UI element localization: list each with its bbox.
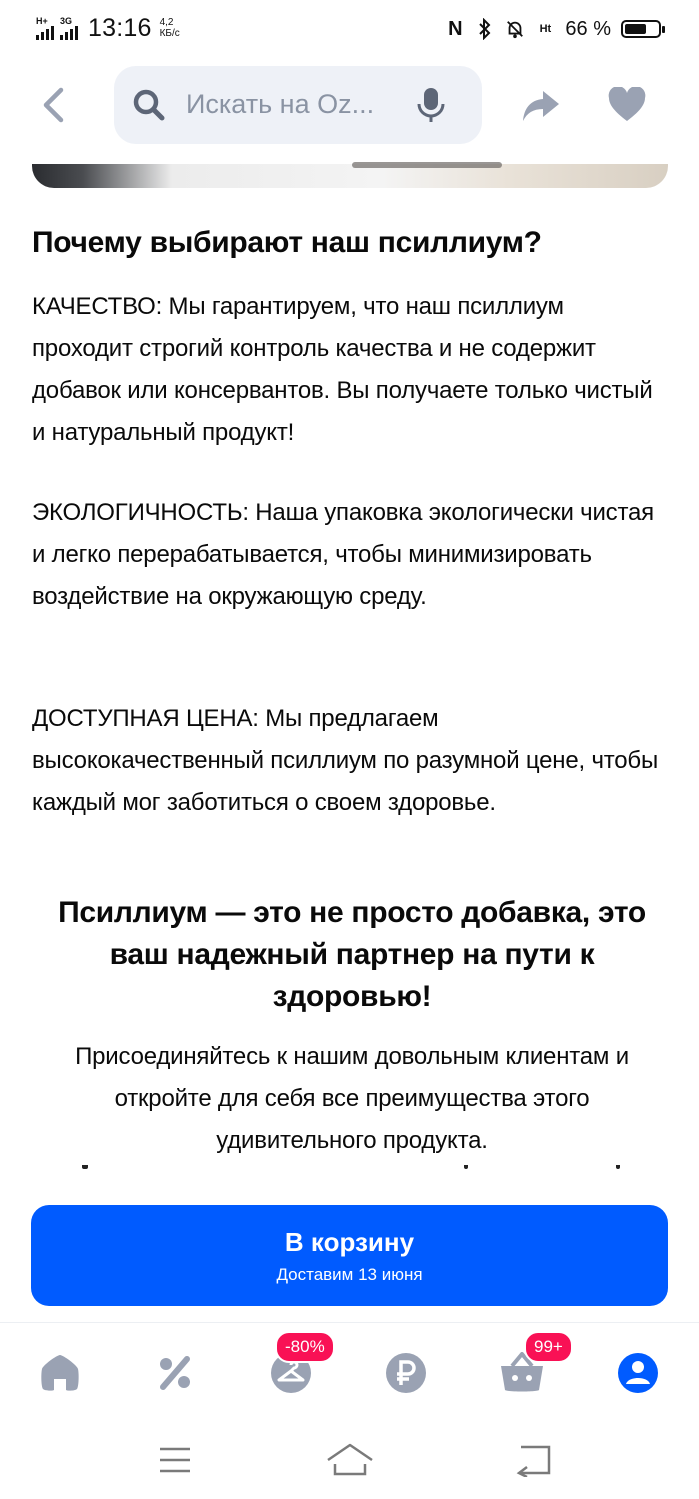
ruble-icon (384, 1351, 428, 1395)
bottom-tab-bar (0, 1322, 699, 1415)
profile-icon (616, 1351, 660, 1395)
network-speed-value: 4,2 (159, 17, 174, 28)
top-nav (0, 60, 699, 152)
status-bar (0, 0, 699, 56)
bluetooth-icon (475, 18, 495, 40)
home-outline-icon (325, 1442, 375, 1478)
percent-icon (155, 1353, 195, 1393)
nfc-icon: N (448, 17, 463, 40)
product-image[interactable] (32, 150, 668, 188)
search-icon (132, 88, 166, 122)
menu-icon (157, 1445, 193, 1475)
network-speed (160, 17, 180, 39)
paragraph-quality: КАЧЕСТВО: Мы гарантируем, что наш псиллиум проходит строгий контроль качества и не содержит добавок или консервантов. Вы получаете только чистый и натуральный продукт! (32, 293, 653, 446)
tab-finance[interactable] (378, 1345, 434, 1401)
chevron-left-icon (41, 87, 65, 123)
status-right (445, 14, 661, 44)
search-input[interactable] (186, 86, 406, 122)
home-system-button[interactable] (325, 1440, 375, 1480)
back-arrow-icon (513, 1443, 553, 1477)
heart-icon (607, 87, 647, 123)
signal-1 (36, 17, 54, 40)
tab-fresh[interactable] (263, 1337, 325, 1401)
paragraph-price: ДОСТУПНАЯ ЦЕНА: Мы предлагаем высококачественный псиллиум по разумной цене, чтобы каждый мог заботиться о своем здоровье. (32, 705, 659, 816)
share-button[interactable] (516, 82, 566, 130)
tab-home[interactable] (32, 1345, 88, 1401)
menu-button[interactable] (150, 1440, 200, 1480)
status-left (36, 12, 180, 44)
signal-2 (60, 17, 78, 40)
back-button[interactable] (32, 82, 74, 128)
signal-bars-icon (36, 26, 54, 40)
add-to-cart-label: В корзину (284, 1227, 415, 1257)
microphone-icon[interactable] (416, 86, 446, 124)
search-bar[interactable] (114, 66, 482, 144)
network-type-1: H+ (36, 15, 48, 26)
system-nav-bar (0, 1414, 699, 1499)
network-speed-unit: КБ/с (159, 28, 180, 39)
clock: 13:16 (88, 13, 152, 42)
network-type-3: Ht (539, 23, 552, 35)
network-type-2: 3G (60, 15, 73, 26)
share-arrow-icon (521, 89, 561, 123)
section-heading: Почему выбирают наш псиллиум? (32, 226, 542, 259)
home-icon (39, 1353, 81, 1393)
highlight-heading: Псиллиум — это не просто добавка, это ваш надежный партнер на пути к здоровью! (58, 896, 646, 1013)
signal-bars-icon (60, 26, 78, 40)
add-to-cart-button[interactable] (31, 1205, 668, 1306)
battery-percent: 66 % (565, 17, 611, 40)
paragraph-ecology: ЭКОЛОГИЧНОСТЬ: Наша упаковка экологически чистая и легко перерабатывается, чтобы минимизировать воздействие на окружающую среду. (32, 499, 654, 610)
tab-cart[interactable] (494, 1337, 563, 1401)
invite-paragraph: Присоединяйтесь к нашим довольным клиентам и откройте для себя все преимущества этого удивительного продукта. (75, 1043, 629, 1154)
tab-profile[interactable] (610, 1345, 666, 1401)
bell-muted-icon (505, 18, 525, 40)
battery-icon (621, 20, 661, 38)
tab-discounts[interactable] (147, 1345, 203, 1401)
cart-badge: 99+ (524, 1331, 573, 1363)
back-system-button[interactable] (508, 1440, 558, 1480)
battery-level (625, 24, 646, 34)
fresh-badge: -80% (275, 1331, 335, 1363)
favorite-button[interactable] (604, 82, 650, 128)
delivery-date: Доставим 13 июня (276, 1265, 423, 1284)
cut-off-text (32, 1165, 672, 1183)
